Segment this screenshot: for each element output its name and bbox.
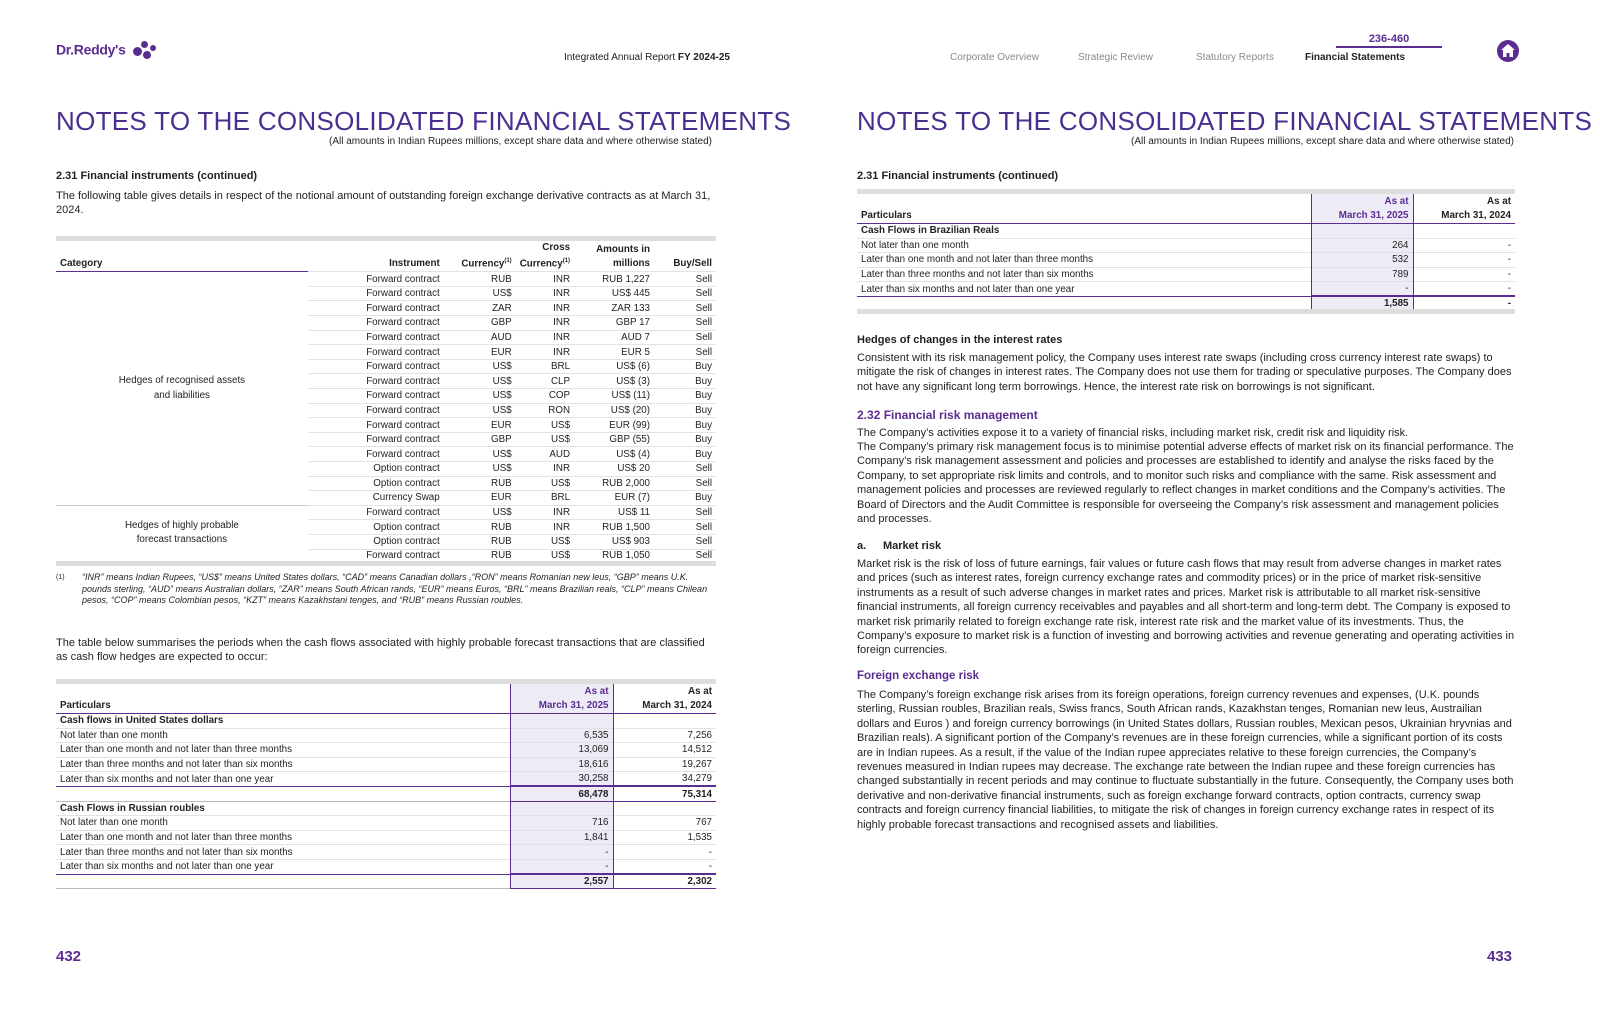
table-row [857, 282, 1515, 297]
table-row [56, 743, 716, 758]
table-cell: RUB [444, 520, 516, 535]
section-heading: 2.31 Financial instruments (continued) [857, 170, 1059, 182]
cashflow-table [56, 679, 716, 889]
table-cell: Forward contract [308, 403, 444, 418]
hedge-heading: Hedges of changes in the interest rates [857, 334, 1063, 346]
table-cell: INR [516, 272, 574, 287]
table-cell: US$ [516, 476, 574, 491]
table-cell: Sell [654, 316, 716, 331]
table-cell: RUB [444, 476, 516, 491]
table-cell: Forward contract [308, 330, 444, 345]
table-cell: Buy [654, 374, 716, 389]
table-cell: 1,841 [510, 830, 613, 845]
table-cell: INR [516, 345, 574, 360]
table-cell: COP [516, 389, 574, 404]
table-cell: Buy [654, 389, 716, 404]
intro-paragraph: The following table gives details in respect of the notional amount of outstanding foreign exchange derivative contracts as at March 31, 2024. [56, 190, 711, 217]
table-cell: Forward contract [308, 447, 444, 462]
table-cell: Later than one month and not later than three months [60, 744, 293, 756]
cashflow-intro: The table below summarises the periods when the cash flows associated with highly probable forecast transactions that are classified as cash flow hedges are expected to occur: [56, 637, 705, 664]
table-cell: US$ 445 [574, 286, 654, 301]
total-2024: - [1413, 296, 1515, 311]
table-cell: Forward contract [308, 432, 444, 447]
total-row [56, 874, 716, 889]
table-cell: - [510, 859, 613, 874]
table-cell: 1,535 [687, 832, 712, 844]
table-cell: RUB 1,500 [574, 520, 654, 535]
market-risk-label: a. [857, 540, 867, 552]
table-cell: EUR (7) [574, 491, 654, 506]
table-cell: US$ [444, 389, 516, 404]
frm-paragraph-2: The Company’s primary risk management focus is to minimise potential adverse effects of market risk on its financial performance. The Company’s risk management assessment and policies and processes are established to identify and analyse the risks faced by the Company, to set appropriate risk limits and controls, and to monitor such risks and compliance with the same. Risk assessment and management policies and processes are reviewed regularly to reflect changes in market conditions and the Company’s activities. The Board of Directors and the Audit Committee is responsible for overseeing the Company’s risk assessment and management policies and processes. [857, 441, 1514, 526]
table-row [56, 772, 716, 787]
table-cell: Sell [654, 534, 716, 549]
group-title-row [857, 224, 1515, 239]
table-cell: EUR [444, 345, 516, 360]
table-cell: EUR [444, 418, 516, 433]
table-cell: Forward contract [308, 345, 444, 360]
report-title: Integrated Annual Report FY 2024-25 [563, 52, 730, 63]
table-cell: CLP [516, 374, 574, 389]
table-cell: Forward contract [308, 389, 444, 404]
table-row [857, 238, 1515, 253]
total-2025: 68,478 [510, 786, 613, 801]
spacer-2025 [1311, 224, 1413, 239]
table-cell: - [510, 845, 613, 860]
table-cell: Buy [654, 432, 716, 447]
table-cell: Later than six months and not later than one year [861, 283, 1075, 295]
table-cell: US$ 11 [574, 505, 654, 520]
table-row [857, 267, 1515, 282]
table-cell: - [1507, 283, 1511, 295]
table-cell: US$ [516, 418, 574, 433]
table-cell: 6,535 [510, 728, 613, 743]
page-title: NOTES TO THE CONSOLIDATED FINANCIAL STATEMENTS [56, 106, 792, 136]
total-2025: 2,557 [510, 874, 613, 889]
table-cell: Later than three months and not later than six months [60, 759, 293, 771]
table-cell: Option contract [308, 520, 444, 535]
table-cell: Later than one month and not later than three months [60, 832, 293, 844]
table-cell: 19,267 [682, 759, 712, 771]
table-cell: US$ (20) [574, 403, 654, 418]
table-cell: AUD 7 [574, 330, 654, 345]
table-row [56, 272, 716, 287]
table-cell: Sell [654, 505, 716, 520]
nav-statutory-reports[interactable]: Statutory Reports [1196, 52, 1274, 63]
nav-strategic-review[interactable]: Strategic Review [1078, 52, 1154, 63]
table-cell: Forward contract [308, 374, 444, 389]
fx-risk-paragraph: The Company’s foreign exchange risk arises from its foreign operations, foreign currency revenues and expenses, (U.K. pounds sterling, Russian roubles, Brazilian reals, Swiss francs, South African rands, Kazakhstan tenges, Romanian new leus, Austrailian dollars and Euros ) and foreign currency borrowings (in United States dollars, Russian roubles, Mexican pesos, Ukrainian hryvnias and Brazilian reals). A significant portion of the Company’s revenues are in these foreign currencies, while a significant portion of its costs are in Indian rupees. As a result, if the value of the Indian rupee appreciates relative to these foreign currencies, the Company’s revenues measured in Indian rupees may decrease. The exchange rate between the Indian rupee and these foreign currencies has changed substantially in recent periods and may continue to fluctuate substantially in the future. Consequently, the Company uses both derivative and non-derivative financial instruments, such as foreign exchange forward contracts, option contracts, currency swap contracts and foreign currency financial liabilities, to mitigate the risk of changes in foreign currency exchange rates in respect of its highly probable forecast transactions and recognised assets and liabilities. [857, 689, 1514, 831]
table-cell: Not later than one month [60, 817, 168, 829]
col-2024: As at March 31, 2024 [642, 686, 712, 711]
right-page [800, 0, 1600, 1012]
table-cell: Forward contract [308, 359, 444, 374]
table-cell: INR [516, 505, 574, 520]
col-amounts: Amounts in millions [596, 244, 650, 269]
category-cell: Hedges of highly probable forecast transactions [56, 505, 308, 563]
table-cell: Forward contract [308, 286, 444, 301]
table-cell: RUB 1,050 [574, 549, 654, 564]
table-cell: AUD [444, 330, 516, 345]
logo[interactable] [56, 41, 157, 61]
frm-heading: 2.32 Financial risk management [857, 408, 1038, 422]
table-cell: BRL [516, 359, 574, 374]
fx-risk-heading: Foreign exchange risk [857, 670, 980, 682]
table-cell: 34,279 [682, 773, 712, 785]
page-title: NOTES TO THE CONSOLIDATED FINANCIAL STATEMENTS [857, 106, 1593, 136]
table-cell: US$ [516, 534, 574, 549]
table-row [56, 505, 716, 520]
table-cell: 18,616 [510, 757, 613, 772]
table-cell: US$ [444, 447, 516, 462]
hedge-paragraph: Consistent with its risk management policy, the Company uses interest rate swaps (including cross currency interest rate swaps) to mitigate the risk of changes in interest rates. The Company does not use them for trading or speculative purposes. The Company does not have any significant long term borrowings. Hence, the interest rate risk on borrowings is not significant. [857, 352, 1512, 393]
home-button[interactable] [1497, 40, 1519, 62]
table-cell: RUB [444, 549, 516, 564]
table-cell: US$ (6) [574, 359, 654, 374]
table-cell: Forward contract [308, 505, 444, 520]
table-cell: RUB 2,000 [574, 476, 654, 491]
table-cell: 532 [1311, 253, 1413, 268]
footnote: (1) “INR” means Indian Rupees, “US$” means United States dollars, “CAD” means Canadian dollars ,“RON” means Romanian new leus, “GBP” means U.K. pounds sterling, “AUD” means Australian dollars, “ZAR” means South African rands, “EUR” means Euros, “BRL” means Brazilian reals, “CLP” means Chilean pesos, “COP” means Colombian pesos, “KZT” means Kazakhstani tenges, and “RUB” means Russian roubles. [56, 572, 708, 605]
table-cell: 14,512 [682, 744, 712, 756]
col-particulars: Particulars [60, 699, 111, 711]
page-subtitle: (All amounts in Indian Rupees millions, except share data and where otherwise stated) [1131, 136, 1514, 147]
table-cell: Sell [654, 549, 716, 564]
logo-icon [131, 41, 157, 61]
col-currency: Currency$^{(1)}$ [461, 257, 512, 269]
table-row [56, 728, 716, 743]
table-cell: Buy [654, 359, 716, 374]
table-cell: Sell [654, 461, 716, 476]
table-row [56, 845, 716, 860]
table-cell: US$ (4) [574, 447, 654, 462]
group-title-row [56, 801, 716, 816]
table-cell: 7,256 [687, 729, 712, 741]
table-cell: - [1507, 254, 1511, 266]
table-cell: US$ 903 [574, 534, 654, 549]
nav-corporate-overview[interactable]: Corporate Overview [950, 52, 1039, 63]
table-cell: 767 [695, 817, 712, 829]
total-2024: 75,314 [613, 786, 716, 801]
table-cell: Later than three months and not later than six months [861, 269, 1094, 281]
col-2025: As at March 31, 2025 [1311, 192, 1413, 224]
group-title: Cash Flows in Russian roubles [60, 802, 205, 814]
page-subtitle: (All amounts in Indian Rupees millions, except share data and where otherwise stated) [329, 136, 712, 147]
table-cell: GBP [444, 432, 516, 447]
table-cell: - [1311, 282, 1413, 297]
home-icon [1497, 40, 1519, 62]
table-cell: ZAR [444, 301, 516, 316]
page-range: 236-460 [1336, 33, 1442, 48]
table-cell: Buy [654, 403, 716, 418]
brl-cashflow-table [857, 189, 1515, 314]
total-row [857, 296, 1515, 311]
table-cell: RUB [444, 272, 516, 287]
table-cell: GBP 17 [574, 316, 654, 331]
page-number: 432 [56, 948, 82, 965]
total-label [56, 874, 510, 889]
table-cell: - [708, 860, 712, 872]
total-2025: 1,585 [1311, 296, 1413, 311]
spacer-2024 [613, 801, 716, 816]
table-cell: Buy [654, 447, 716, 462]
page-number: 433 [1487, 948, 1513, 965]
table-cell: US$ [444, 359, 516, 374]
table-cell: INR [516, 520, 574, 535]
table-row [857, 253, 1515, 268]
table-cell: US$ [444, 403, 516, 418]
table-cell: US$ [444, 505, 516, 520]
table-cell: INR [516, 461, 574, 476]
table-cell: INR [516, 330, 574, 345]
group-title-row [56, 714, 716, 729]
table-cell: - [708, 846, 712, 858]
table-cell: Sell [654, 301, 716, 316]
col-category: Category [60, 257, 103, 269]
table-cell: EUR (99) [574, 418, 654, 433]
table-cell: US$ [444, 374, 516, 389]
table-cell: ZAR 133 [574, 301, 654, 316]
derivative-contracts-table [56, 236, 716, 566]
table-row [56, 859, 716, 874]
table-cell: INR [516, 286, 574, 301]
table-cell: US$ (11) [574, 389, 654, 404]
table-cell: RUB [444, 534, 516, 549]
table-cell: US$ 20 [574, 461, 654, 476]
market-risk-heading: Market risk [883, 540, 942, 552]
table-cell: Later than six months and not later than one year [60, 773, 274, 785]
table-cell: 30,258 [510, 772, 613, 787]
table-cell: Forward contract [308, 272, 444, 287]
table-cell: INR [516, 301, 574, 316]
table-cell: US$ [444, 461, 516, 476]
table-cell: US$ [516, 549, 574, 564]
section-heading: 2.31 Financial instruments (continued) [56, 170, 258, 182]
frm-paragraph-1: The Company’s activities expose it to a variety of financial risks, including market risk, credit risk and liquidity risk. [857, 427, 1409, 439]
col-2024: As at March 31, 2024 [1441, 196, 1511, 221]
table-cell: - [1507, 239, 1511, 251]
col-particulars: Particulars [861, 209, 912, 221]
table-cell: Later than one month and not later than three months [861, 254, 1094, 266]
table-cell: Buy [654, 491, 716, 506]
table-cell: 716 [510, 816, 613, 831]
table-cell: Sell [654, 272, 716, 287]
table-cell: US$ [444, 286, 516, 301]
spacer-2024 [1413, 224, 1515, 239]
table-cell: Currency Swap [308, 491, 444, 506]
table-cell: Sell [654, 330, 716, 345]
total-label [56, 786, 510, 801]
total-row [56, 786, 716, 801]
table-cell: Not later than one month [861, 239, 969, 251]
col-instrument: Instrument [389, 257, 440, 269]
footnote-mark: (1) [56, 574, 65, 581]
total-2024: 2,302 [613, 874, 716, 889]
table-cell: Sell [654, 476, 716, 491]
table-cell: Buy [654, 418, 716, 433]
spacer-2024 [613, 714, 716, 729]
table-cell: EUR [444, 491, 516, 506]
table-cell: EUR 5 [574, 345, 654, 360]
spacer-2025 [510, 801, 613, 816]
table-cell: AUD [516, 447, 574, 462]
table-cell: INR [516, 316, 574, 331]
total-label [857, 296, 1311, 311]
category-cell: Hedges of recognised assets and liabilities [118, 375, 246, 401]
table-cell: 789 [1311, 267, 1413, 282]
table-cell: Option contract [308, 461, 444, 476]
table-cell: Sell [654, 286, 716, 301]
table-cell: Option contract [308, 476, 444, 491]
table-cell: GBP [444, 316, 516, 331]
table-cell: Not later than one month [60, 729, 168, 741]
nav-financial-statements[interactable]: Financial Statements [1305, 52, 1406, 63]
table-cell: Later than six months and not later than one year [60, 861, 274, 873]
spacer-2025 [510, 714, 613, 729]
table-cell: RUB 1,227 [574, 272, 654, 287]
col-2025: As at March 31, 2025 [510, 682, 613, 714]
table-cell: Later than three months and not later than six months [60, 846, 293, 858]
table-row [56, 816, 716, 831]
col-cross-currency: Cross Currency$^{(1)}$ [519, 242, 571, 269]
table-cell: GBP (55) [574, 432, 654, 447]
table-cell: US$ (3) [574, 374, 654, 389]
table-cell: 264 [1311, 238, 1413, 253]
table-cell: Forward contract [308, 549, 444, 564]
table-row [56, 757, 716, 772]
table-cell: Forward contract [308, 316, 444, 331]
col-buy-sell: Buy/Sell [673, 257, 712, 269]
table-cell: Forward contract [308, 418, 444, 433]
market-risk-paragraph: Market risk is the risk of loss of future earnings, fair values or future cash flows that may result from adverse changes in market rates and prices (such as interest rates, foreign currency exchange rates and commodity prices) or in the price of market risk-sensitive instruments as a result of such adverse changes in market rates and prices. Market risk is attributable to all market risk-sensitive financial instruments, all foreign currency receivables and payables and all short-term and long-term debt. The Company is exposed to market risk primarily related to foreign exchange rate risk, interest rate risk and the market value of its investments. Thus, the Company’s exposure to market risk is a function of investing and borrowing activities and revenue generating and operating activities in foreign currencies. [857, 558, 1515, 657]
table-row [56, 830, 716, 845]
group-title: Cash Flows in Brazilian Reals [861, 225, 1000, 237]
table-cell: Option contract [308, 534, 444, 549]
group-title: Cash flows in United States dollars [60, 715, 224, 727]
table-cell: RON [516, 403, 574, 418]
table-cell: Sell [654, 520, 716, 535]
table-cell: 13,069 [510, 743, 613, 758]
table-cell: - [1507, 269, 1511, 281]
table-cell: Sell [654, 345, 716, 360]
logo-text: Dr.Reddy's [56, 41, 126, 58]
table-cell: US$ [516, 432, 574, 447]
table-cell: Forward contract [308, 301, 444, 316]
table-cell: BRL [516, 491, 574, 506]
